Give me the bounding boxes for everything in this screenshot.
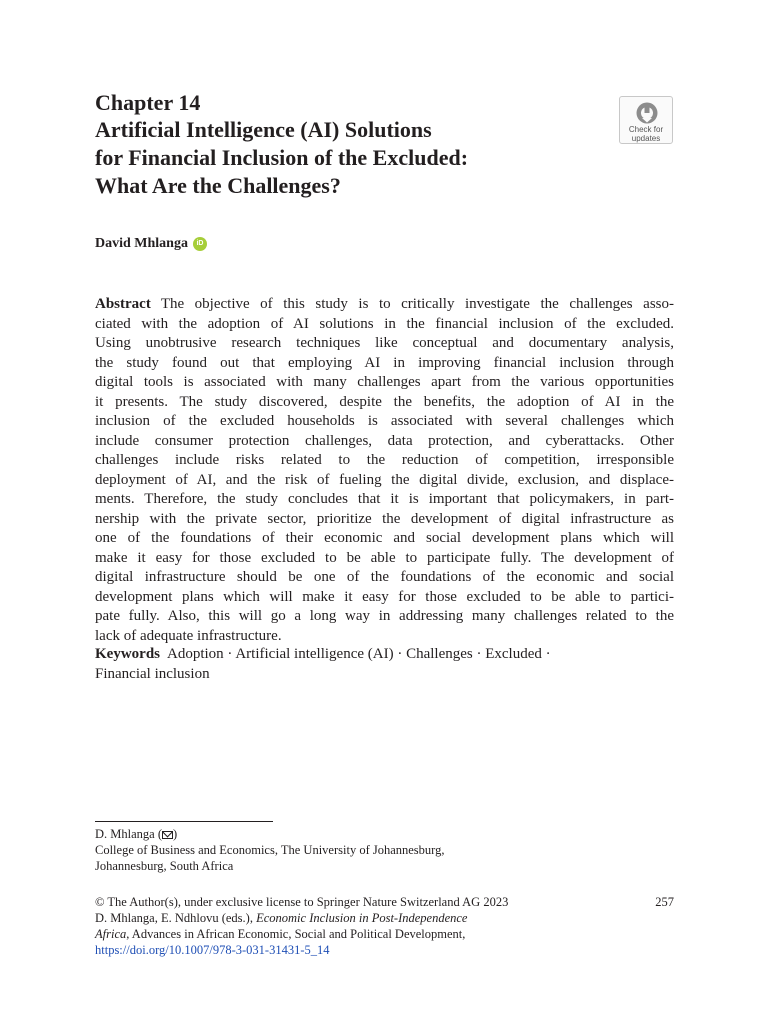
affiliation-line: Johannesburg, South Africa — [95, 859, 234, 873]
keywords — [95, 645, 674, 684]
abstract-line: Abstract The objective of this study is to critically investigate the challenges asso- — [95, 296, 674, 312]
abstract-line: development plans which will make it easy for those excluded to be able to partici- — [95, 588, 674, 605]
abstract-line: make it easy for those excluded to be able to participate fully. The development of — [95, 549, 674, 566]
footnote-divider — [95, 821, 273, 822]
author-name: David Mhlanga — [95, 236, 188, 251]
author-line — [95, 235, 207, 253]
abstract-line: deployment of AI, and the risk of fueling the digital divide, exclusion, and displace- — [95, 471, 674, 488]
abstract — [95, 295, 674, 646]
copyright-line: © The Author(s), under exclusive license to Springer Nature Switzerland AG 2023 — [95, 895, 509, 909]
chapter-title — [95, 116, 595, 200]
abstract-label: Abstract — [95, 296, 151, 312]
check-for-updates-button[interactable] — [619, 96, 673, 144]
chapter-title-line: What Are the Challenges? — [95, 173, 341, 198]
citation-line: Africa, Advances in African Economic, Social and Political Development, — [95, 927, 466, 941]
abstract-line: one of the foundations of their economic and social development plans which will — [95, 530, 674, 546]
keywords-label: Keywords — [95, 646, 160, 662]
book-title: Africa — [95, 927, 127, 941]
abstract-line: nership with the private sector, prioritize the development of digital infrastructure as — [95, 510, 674, 527]
abstract-line: it presents. The study discovered, despite the benefits, the adoption of AI in the — [95, 393, 674, 410]
abstract-line: challenges include risks related to the reduction of competition, irresponsible — [95, 452, 674, 468]
author-footnote — [95, 826, 674, 874]
footnote-author: D. Mhlanga ( ) — [95, 827, 178, 841]
abstract-line: include consumer protection challenges, data protection, and cyberattacks. Other — [95, 432, 674, 449]
affiliation-line: College of Business and Economics, The University of Johannesburg, — [95, 843, 445, 857]
chapter-number: Chapter 14 — [95, 90, 201, 115]
chapter-title-line: for Financial Inclusion of the Excluded: — [95, 145, 469, 170]
abstract-line: ciated with the adoption of AI solutions in the financial inclusion of the excluded. — [95, 315, 674, 332]
envelope-icon[interactable] — [162, 831, 173, 839]
citation-line: D. Mhlanga, E. Ndhlovu (eds.), Economic Inclusion in Post-Independence — [95, 911, 468, 925]
abstract-line: digital infrastructure should be one of the foundations of the economic and social — [95, 569, 674, 585]
abstract-line: pate fully. Also, this will go a long way in addressing many challenges related to the — [95, 608, 674, 624]
keywords-line: Keywords Adoption · Artificial intelligence (AI) · Challenges · Excluded · — [95, 646, 551, 662]
check-for-updates-icon — [635, 101, 659, 125]
check-for-updates-label: Check for updates — [628, 125, 664, 143]
abstract-line: lack of adequate infrastructure. — [95, 627, 282, 644]
abstract-line: digital tools is associated with many challenges apart from the various opportunities — [95, 374, 674, 390]
orcid-icon[interactable]: iD — [193, 237, 207, 251]
abstract-line: ments. Therefore, the study concludes that it is important that policymakers, in part- — [95, 491, 674, 507]
publication-info — [95, 894, 674, 958]
book-title: Economic Inclusion in Post-Independence — [256, 911, 468, 925]
doi-link[interactable]: https://doi.org/10.1007/978-3-031-31431-5_14 — [95, 943, 330, 957]
abstract-line: the study found out that employing AI in improving financial inclusion through — [95, 354, 674, 371]
chapter-title-line: Artificial Intelligence (AI) Solutions — [95, 117, 432, 142]
doi-line — [95, 942, 674, 958]
abstract-line: inclusion of the excluded households is associated with several challenges which — [95, 413, 674, 429]
keywords-line: Financial inclusion — [95, 665, 210, 682]
abstract-line: Using unobtrusive research techniques like conceptual and documentary analysis, — [95, 335, 674, 351]
page-number: 257 — [655, 895, 674, 909]
